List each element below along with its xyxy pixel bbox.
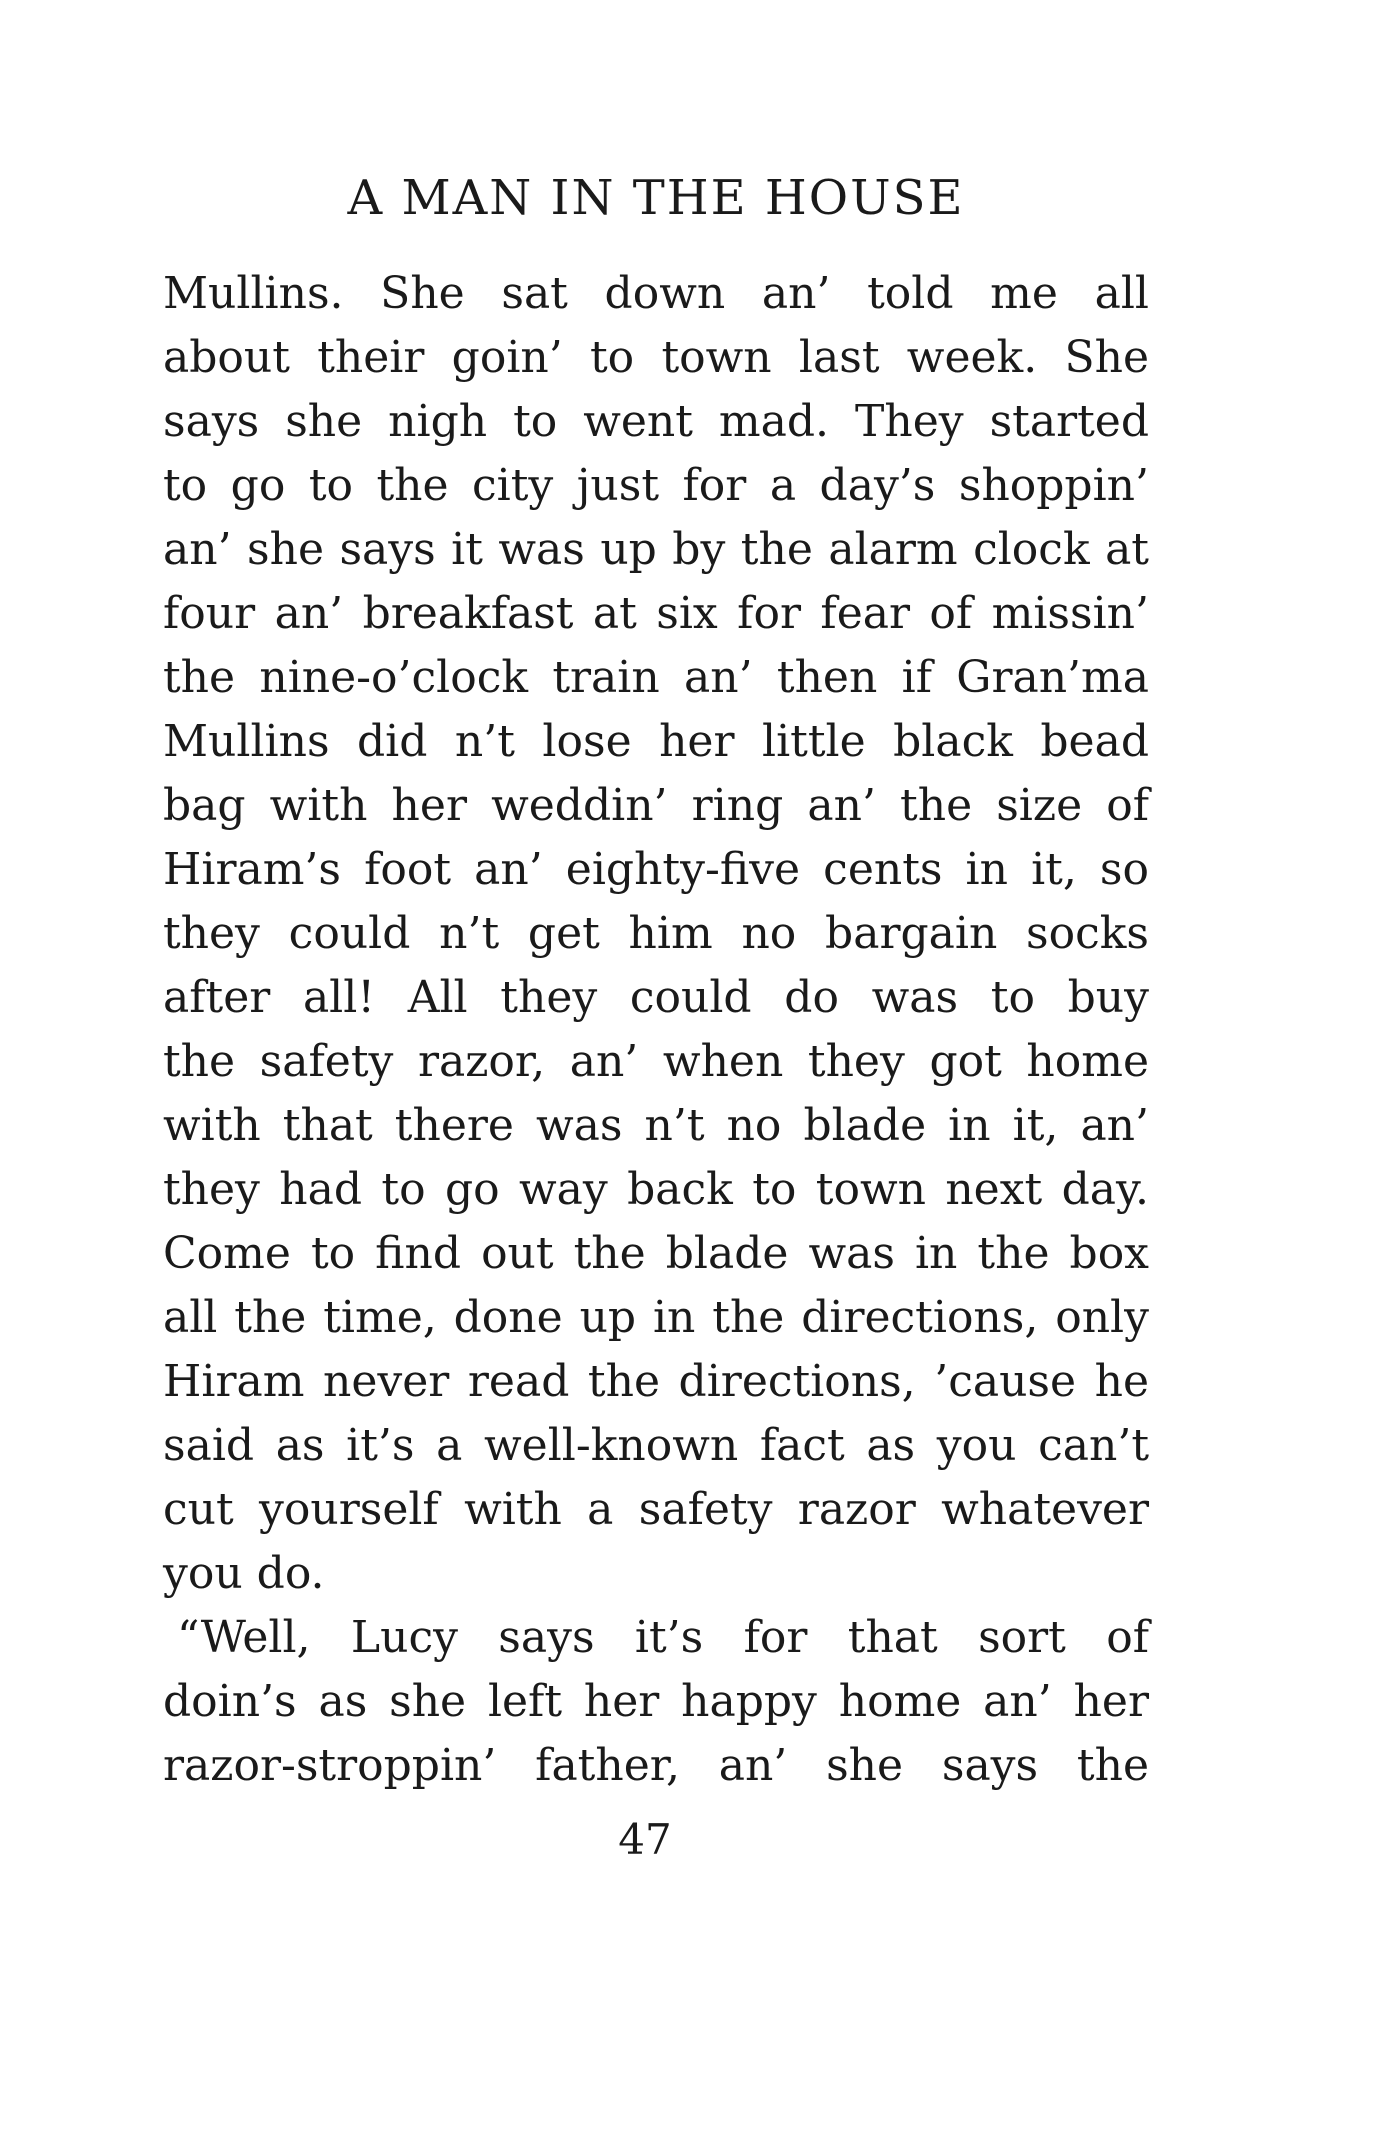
text-line: bag with her weddin’ ring an’ the size of xyxy=(163,780,1149,831)
text-line: they could n’t get him no bargain socks xyxy=(163,908,1149,959)
text-line: razor-stroppin’ father, an’ she says the xyxy=(163,1740,1149,1791)
text-line: all the time, done up in the directions, only xyxy=(163,1292,1149,1343)
text-line: after all! All they could do was to buy xyxy=(163,972,1149,1023)
text-line: the safety razor, an’ when they got home xyxy=(163,1036,1149,1087)
text-line: to go to the city just for a day’s shoppin’ xyxy=(163,460,1149,511)
page-number: 47 xyxy=(618,1815,672,1864)
text-line: the nine-o’clock train an’ then if Gran’ma xyxy=(163,652,1149,703)
text-line: cut yourself with a safety razor whatever xyxy=(163,1484,1149,1535)
running-head-title: A MAN IN THE HOUSE xyxy=(347,170,965,226)
body-text xyxy=(163,262,1149,1798)
paragraph-end-line: you do. xyxy=(163,1548,325,1599)
text-line: said as it’s a well-known fact as you can’t xyxy=(163,1420,1149,1471)
text-line: Hiram never read the directions, ’cause he xyxy=(163,1356,1149,1407)
text-line: an’ she says it was up by the alarm clock at xyxy=(163,524,1149,575)
text-line: Come to find out the blade was in the box xyxy=(163,1228,1149,1279)
text-line: with that there was n’t no blade in it, an’ xyxy=(163,1100,1149,1151)
text-line: Mullins. She sat down an’ told me all xyxy=(163,268,1149,319)
text-line: they had to go way back to town next day. xyxy=(163,1164,1149,1215)
text-line: Mullins did n’t lose her little black bead xyxy=(163,716,1149,767)
paragraph-start-line: “Well, Lucy says it’s for that sort of xyxy=(177,1612,1149,1663)
text-line: doin’s as she left her happy home an’ her xyxy=(163,1676,1149,1727)
text-line: four an’ breakfast at six for fear of missin’ xyxy=(163,588,1149,639)
text-line: about their goin’ to town last week. She xyxy=(163,332,1149,383)
text-line: says she nigh to went mad. They started xyxy=(163,396,1149,447)
text-line: Hiram’s foot an’ eighty-five cents in it, so xyxy=(163,844,1149,895)
